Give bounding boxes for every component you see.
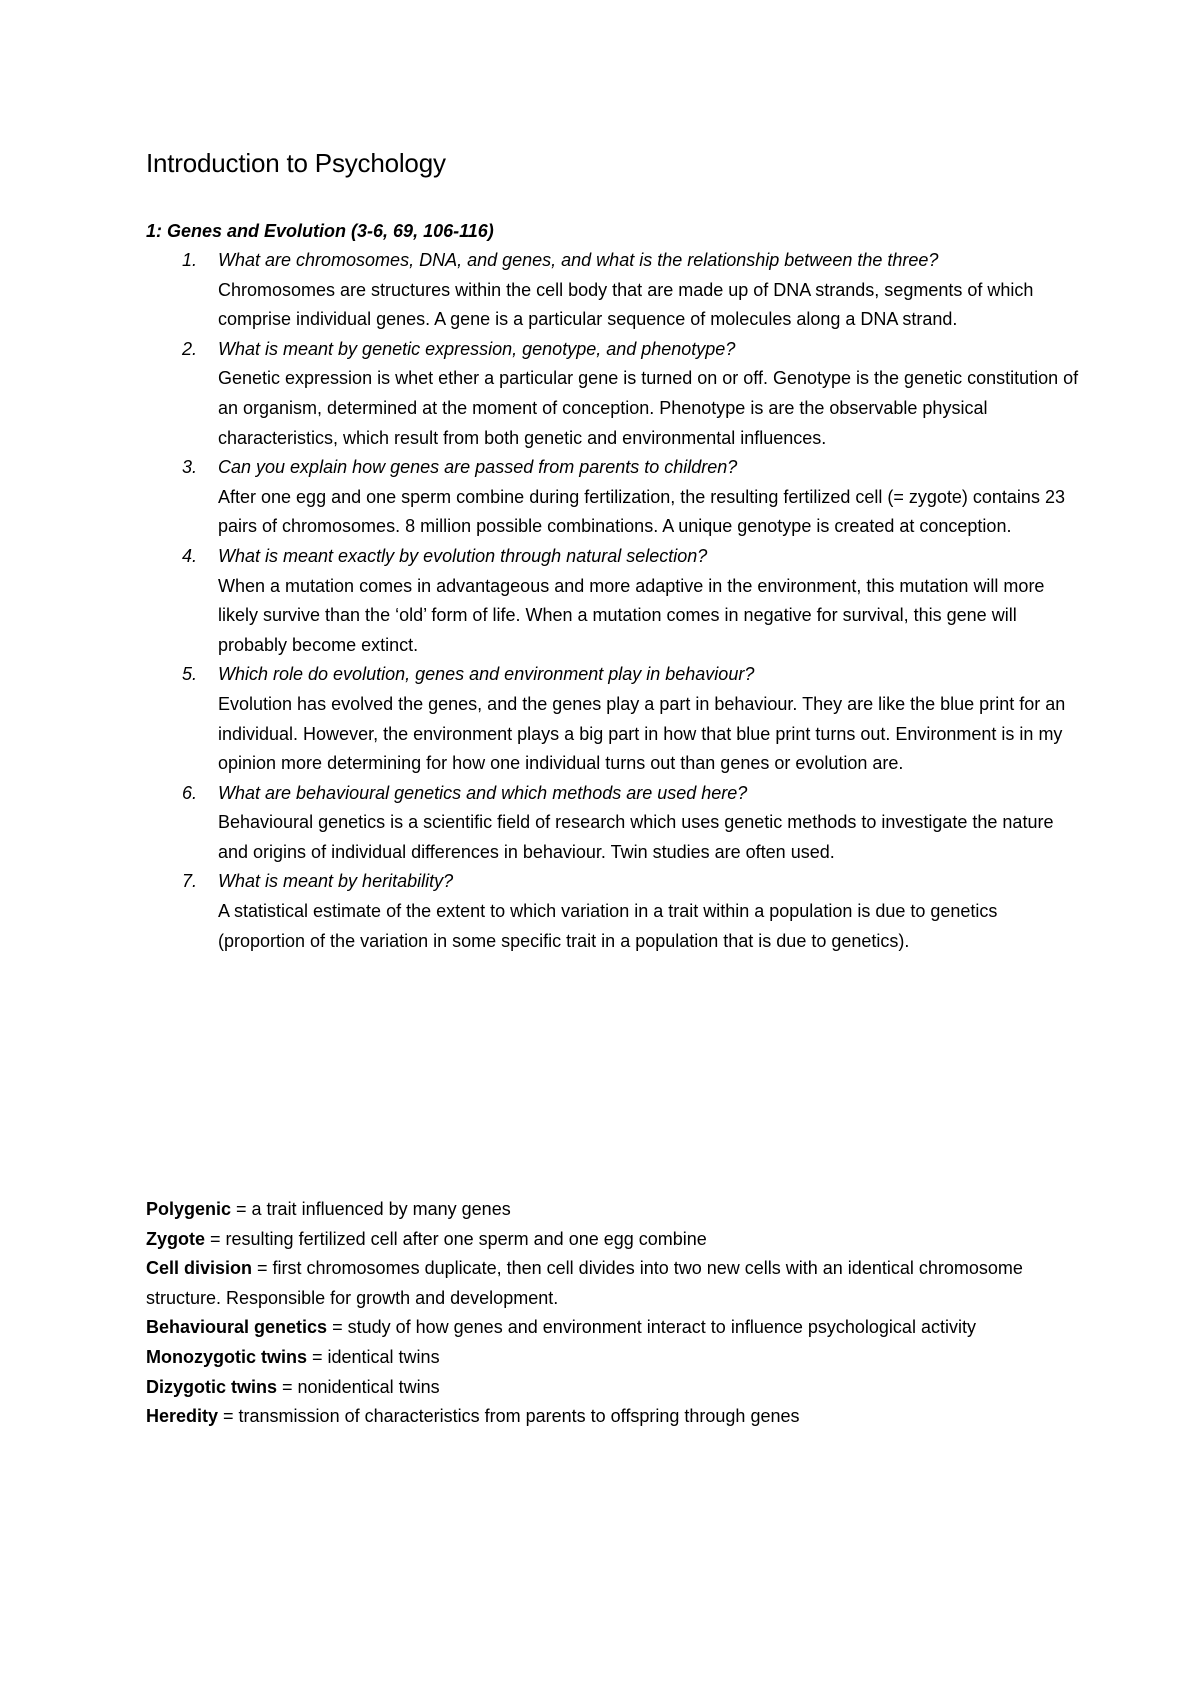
question-number: 2. [182, 338, 198, 359]
glossary-definition: = resulting fertilized cell after one sperm and one egg combine [205, 1228, 707, 1249]
question-text: Can you explain how genes are passed from parents to children? [218, 457, 738, 478]
glossary-entry-zygote [146, 1225, 1080, 1255]
glossary-entry-monozygotic-twins [146, 1343, 1080, 1373]
question-number: 6. [182, 782, 198, 803]
question-number: 7. [182, 871, 198, 892]
question-item-6 [182, 779, 1080, 868]
question-text: What is meant by heritability? [218, 871, 454, 892]
question-number: 4. [182, 545, 198, 566]
answer-text: When a mutation comes in advantageous and more adaptive in the environment, this mutation will more likely survive than the ‘old’ form of life. When a mutation comes in negative for survival, this gene will probably become extinct. [218, 575, 1045, 655]
glossary [146, 1195, 1080, 1432]
glossary-definition: = study of how genes and environment interact to influence psychological activity [327, 1317, 976, 1338]
question-number: 5. [182, 664, 198, 685]
glossary-entry-cell-division [146, 1254, 1080, 1313]
glossary-definition: = nonidentical twins [277, 1376, 440, 1397]
glossary-term: Behavioural genetics [146, 1317, 328, 1338]
document-title: Introduction to Psychology [146, 148, 446, 178]
glossary-definition: = first chromosomes duplicate, then cell divides into two new cells with an identical chromosome structure. Responsible for growth and development. [146, 1258, 1023, 1308]
glossary-entry-heredity [146, 1402, 1080, 1432]
answer-text: Chromosomes are structures within the cell body that are made up of DNA strands, segments of which comprise individual genes. A gene is a particular sequence of molecules along a DNA strand. [218, 279, 1034, 330]
question-text: What are chromosomes, DNA, and genes, and what is the relationship between the three? [218, 250, 939, 270]
glossary-entry-dizygotic-twins [146, 1373, 1080, 1403]
question-item-5 [182, 660, 1080, 778]
answer-text: Behavioural genetics is a scientific field of research which uses genetic methods to investigate the nature and origins of individual differences in behaviour. Twin studies are often used. [218, 812, 1054, 862]
answer-text: A statistical estimate of the extent to which variation in a trait within a population is due to genetics (proportion of the variation in some specific trait in a population that is due to genetics). [218, 901, 998, 951]
glossary-definition: = transmission of characteristics from parents to offspring through genes [218, 1406, 800, 1427]
section-heading: 1: Genes and Evolution (3-6, 69, 106-116) [146, 221, 494, 241]
question-item-2 [182, 335, 1080, 453]
answer-text: Evolution has evolved the genes, and the genes play a part in behaviour. They are like the blue print for an individual. However, the environment plays a big part in how that blue print turns out. Environment is in my opinion more determining for how one individual turns out than genes or evolution are. [218, 693, 1066, 774]
glossary-term: Polygenic [146, 1199, 232, 1219]
glossary-definition: = a trait influenced by many genes [231, 1199, 511, 1219]
question-item-4 [182, 542, 1080, 660]
glossary-definition: = identical twins [307, 1346, 440, 1367]
glossary-term: Cell division [146, 1258, 253, 1279]
glossary-term: Heredity [146, 1406, 219, 1427]
question-number: 1. [182, 250, 198, 270]
question-text: What is meant by genetic expression, genotype, and phenotype? [218, 338, 736, 359]
glossary-term: Monozygotic twins [146, 1346, 307, 1367]
glossary-entry-behavioural-genetics [146, 1313, 1080, 1343]
question-text: Which role do evolution, genes and environment play in behaviour? [218, 664, 755, 685]
answer-text: After one egg and one sperm combine during fertilization, the resulting fertilized cell (= zygote) contains 23 pairs of chromosomes. 8 million possible combinations. A unique genotype is created at conception. [218, 486, 1065, 537]
question-text: What is meant exactly by evolution through natural selection? [218, 545, 708, 566]
question-item-1 [182, 246, 1080, 335]
glossary-entry-polygenic [146, 1195, 1080, 1225]
question-text: What are behavioural genetics and which methods are used here? [218, 782, 748, 803]
question-item-7 [182, 867, 1080, 956]
question-number: 3. [182, 457, 198, 478]
glossary-term: Zygote [146, 1228, 206, 1249]
question-item-3 [182, 453, 1080, 542]
glossary-term: Dizygotic twins [146, 1376, 278, 1397]
question-list [182, 246, 1080, 956]
answer-text: Genetic expression is whet ether a particular gene is turned on or off. Genotype is the genetic constitution of an organism, determined at the moment of conception. Phenotype is are the observable physical characteristics, which result from both genetic and environmental influences. [218, 368, 1079, 448]
